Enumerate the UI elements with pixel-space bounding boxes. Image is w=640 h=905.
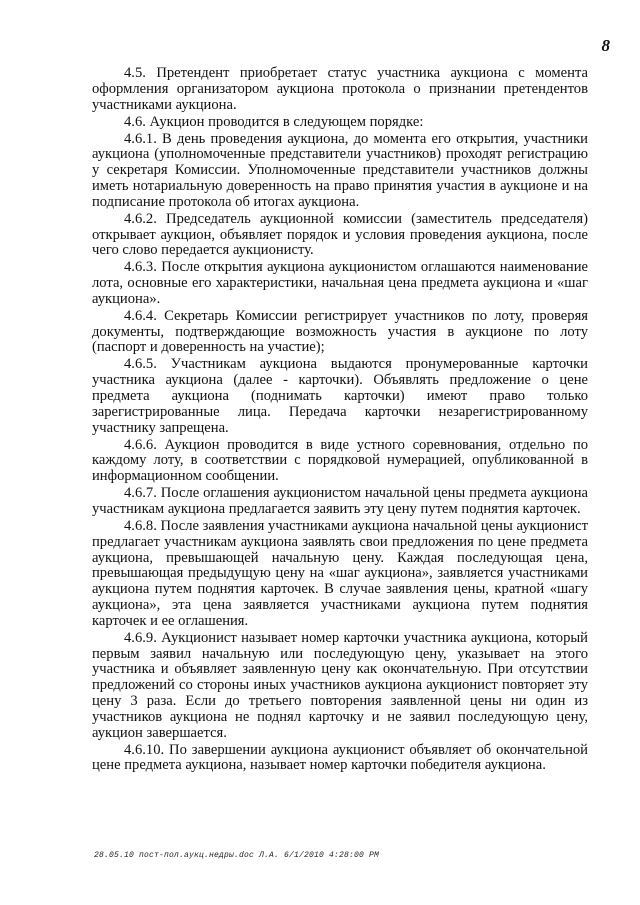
paragraph-4-6-8: 4.6.8. После заявления участниками аукциона начальной цены аукционист предлагает участникам аукциона заявлять свои предложения по цене предмета аукциона, превышающей начальную цену. Каждая последующая цена, превышающая предыдущую цену на «шаг аукциона», заявляется участниками аукциона путем поднятия карточек. В случае заявления цены, кратной «шагу аукциона», эта цена заявляется участниками аукциона путем поднятия карточек и ее оглашения. bbox=[92, 518, 588, 629]
paragraph-4-6-9: 4.6.9. Аукционист называет номер карточки участника аукциона, который первым заявил начальную или последующую цену, указывает на этого участника и объявляет заявленную цену как окончательную. При отсутствии предложений со стороны иных участников аукциона аукционист повторяет эту цену 3 раза. Если до третьего повторения заявленной цены ни один из участников аукциона не поднял карточку и не заявил последующую цену, аукцион завершается. bbox=[92, 629, 588, 741]
paragraph-4-6: 4.6. Аукцион проводится в следующем порядке: bbox=[124, 113, 424, 130]
paragraph-4-6-5: 4.6.5. Участникам аукциона выдаются пронумерованные карточки участника аукциона (далее - карточки). Объявлять предложение о цене предмета аукциона (поднимать карточки) имеют право только зарегистрированные лица. Передача карточки незарегистрированному участнику запрещена. bbox=[92, 356, 588, 436]
paragraph-4-6-7: 4.6.7. После оглашения аукционистом начальной цены предмета аукциона участникам аукциона предлагается заявить эту цену путем поднятия карточек. bbox=[92, 485, 588, 518]
paragraph-4-6-6: 4.6.6. Аукцион проводится в виде устного соревнования, отдельно по каждому лоту, в соответствии с порядковой нумерацией, опубликованной в информационном сообщении. bbox=[92, 436, 588, 485]
page-number: 8 bbox=[601, 36, 610, 55]
paragraph-4-6-2: 4.6.2. Председатель аукционной комиссии (заместитель председателя) открывает аукцион, объявляет порядок и условия проведения аукциона, после чего слово передается аукционисту. bbox=[92, 210, 588, 259]
paragraph-4-6-1: 4.6.1. В день проведения аукциона, до момента его открытия, участники аукциона (уполномоченные представители участников) проходят регистрацию у секретаря Комиссии. Уполномоченные представители участников должны иметь нотариальную доверенность на право принятия участия в аукционе и на подписание протокола об итогах аукциона. bbox=[92, 130, 588, 210]
paragraph-4-6-4: 4.6.4. Секретарь Комиссии регистрирует участников по лоту, проверяя документы, подтверждающие возможность участия в аукционе по лоту (паспорт и доверенность на участие); bbox=[92, 307, 588, 356]
paragraph-4-6-3: 4.6.3. После открытия аукциона аукционистом оглашаются наименование лота, основные его характеристики, начальная цена предмета аукциона и «шаг аукциона». bbox=[92, 259, 588, 307]
document-body bbox=[92, 66, 588, 775]
paragraph-4-5: 4.5. Претендент приобретает статус участника аукциона с момента оформления организатором аукциона протокола о признании претендентов участниками аукциона. bbox=[92, 65, 588, 113]
document-footer: 28.05.10 пост-пол.аукц.недры.doc Л.А. 6/1/2010 4:28:00 PM bbox=[94, 851, 380, 860]
paragraph-4-6-10: 4.6.10. По завершении аукциона аукционист объявляет об окончательной цене предмета аукциона, называет номер карточки победителя аукциона. bbox=[92, 741, 588, 774]
